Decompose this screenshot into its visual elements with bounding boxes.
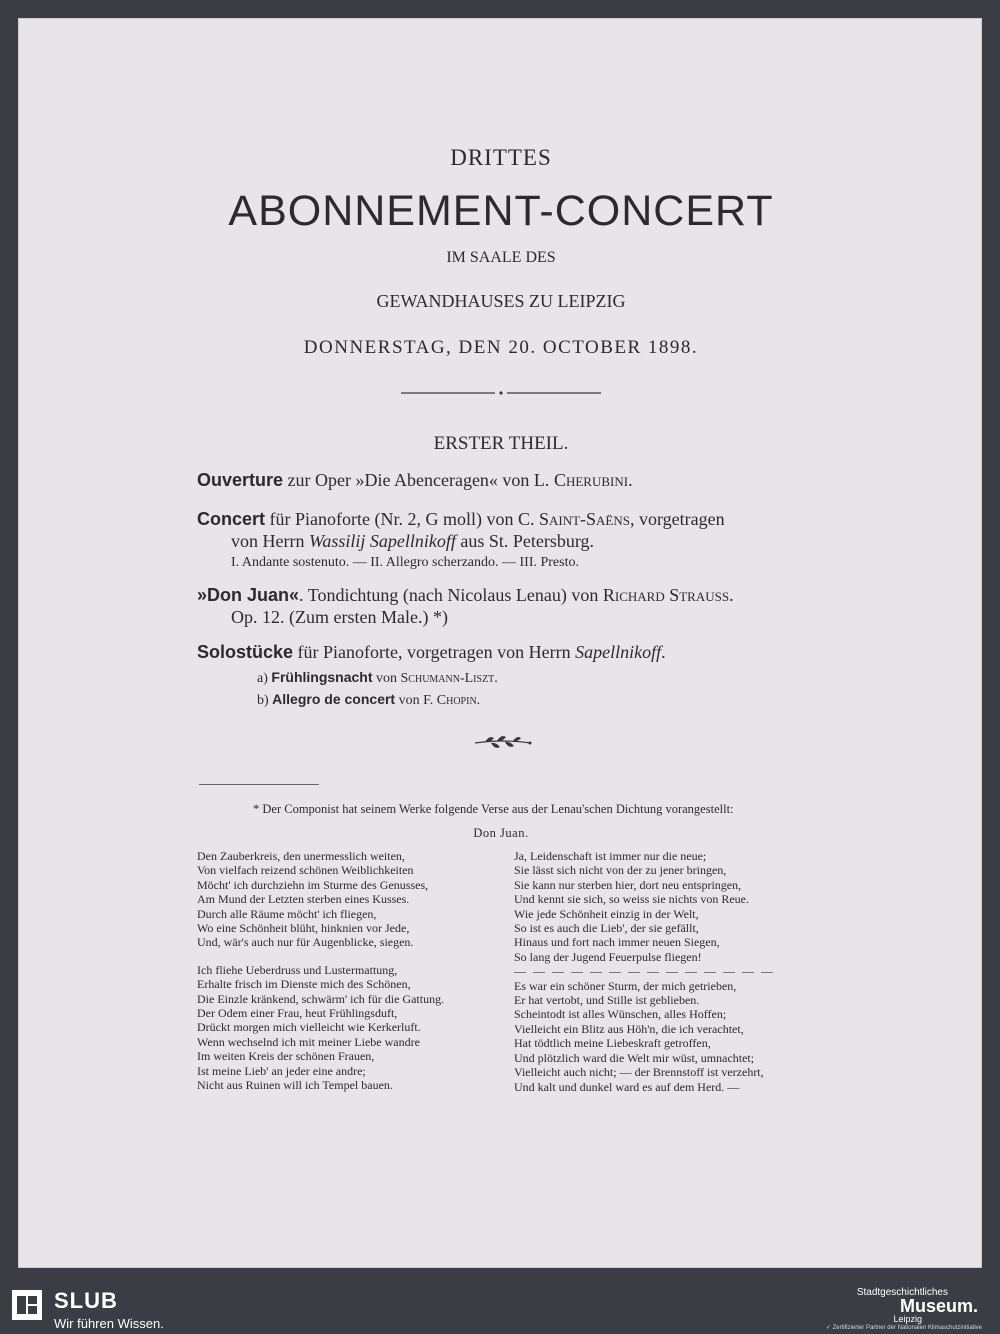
verse-line: So lang der Jugend Feuerpulse fliegen! — [514, 949, 702, 964]
verse-line: Ich fliehe Ueberdruss und Lustermattung, — [197, 962, 398, 977]
item-title: »Don Juan« — [197, 585, 300, 605]
program-item-don-juan: »Don Juan«. Tondichtung (nach Nicolaus Lenau) von Richard Strauss. Op. 12. (Zum ersten Male.) *) — [197, 584, 837, 628]
program-item-concert: Concert für Pianoforte (Nr. 2, G moll) von C. Saint-Saëns, vorgetragen von Herrn Wassilij Sapellnikoff aus St. Petersburg. I. Andante sostenuto. — II. Allegro scherzando. — III. Presto. — [197, 508, 837, 574]
verse-line: Die Einzle kränkend, schwärm' ich für die Gattung. — [197, 991, 445, 1006]
verse-line: Und kalt und dunkel ward es auf dem Herd. — — [514, 1079, 740, 1094]
verse-line: Es war ein schöner Sturm, der mich getrieben, — [514, 978, 737, 993]
poem-column-left — [197, 849, 444, 1106]
verse-line: Erhalte frisch im Dienste mich des Schönen, — [197, 977, 411, 992]
verse-line: Wenn wechselnd ich mit meiner Liebe wandre — [197, 1034, 420, 1049]
verse-line: Hat tödtlich meine Liebeskraft getroffen, — [514, 1036, 711, 1051]
part-heading: ERSTER THEIL. — [433, 433, 569, 454]
program-item-solostuecke: Solostücke für Pianoforte, vorgetragen von Herrn Sapellnikoff. a) Frühlingsnacht von Schumann-Liszt. b) Allegro de concert von F. Chopin. — [197, 641, 837, 711]
program-sheet — [18, 18, 982, 1268]
footnote-rule — [199, 784, 319, 785]
sub-piece-b: b) Allegro de concert von F. Chopin. — [257, 691, 481, 708]
venue-line-1: IM SAALE DES — [446, 249, 556, 266]
item-title: Ouverture — [197, 470, 284, 490]
verse-line: Vielleicht ein Blitz aus Höh'n, die ich verachtet, — [514, 1021, 744, 1036]
composer-name: Cherubini — [553, 470, 629, 490]
slub-name: SLUB — [54, 1288, 118, 1313]
slub-logo-icon — [12, 1290, 42, 1320]
museum-city: Leipzig — [893, 1314, 922, 1324]
museum-name: Museum. — [899, 1296, 978, 1316]
item-detail: Op. 12. (Zum ersten Male.) *) — [231, 607, 448, 627]
title-pre: DRITTES — [450, 145, 552, 170]
stanza — [514, 979, 775, 1094]
verse-line: Durch alle Räume möcht' ich fliegen, — [197, 906, 377, 921]
concert-date: DONNERSTAG, DEN 20. OCTOBER 1898. — [303, 337, 699, 358]
verse-line: Am Mund der Letzten sterben eines Kusses. — [197, 892, 410, 907]
verse-line: Nicht aus Ruinen will ich Tempel bauen. — [197, 1078, 393, 1093]
program-item-ouverture: Ouverture zur Oper »Die Abenceragen« von L. Cherubini. — [197, 470, 633, 490]
verse-line: Ja, Leidenschaft ist immer nur die neue; — [514, 849, 707, 863]
museum-certificate: ✓ Zertifizierter Partner der Nationalen Klimaschutzinitiative — [825, 1325, 982, 1331]
sub-piece-a: a) Frühlingsnacht von Schumann-Liszt. — [257, 669, 498, 686]
footnote-text: * Der Componist hat seinem Werke folgende Verse aus der Lenau'schen Dichtung vorangestellt: — [253, 802, 734, 816]
verse-line: Hinaus und fort nach immer neuen Siegen, — [514, 935, 720, 950]
performer-name: Wassilij Sapellnikoff — [308, 531, 456, 551]
poem-column-right — [514, 849, 775, 1094]
verse-line: Und plötzlich ward die Welt mir wüst, umnachtet; — [514, 1050, 755, 1065]
museum-line-1: Stadtgeschichtliches — [856, 1287, 948, 1298]
verse-line: Im weiten Kreis der schönen Frauen, — [197, 1049, 375, 1064]
dash-separator: — — — — — — — — — — — — — — — [514, 964, 775, 979]
verse-line: Möcht' ich durchziehn im Sturme des Genusses, — [197, 877, 429, 892]
verse-line: Scheintodt ist alles Wünschen, alles Hoffen; — [514, 1007, 727, 1022]
performer-name: Sapellnikoff — [575, 642, 662, 662]
stanza — [197, 963, 444, 1093]
movements: I. Andante sostenuto. — II. Allegro scherzando. — III. Presto. — [231, 555, 579, 570]
poem-title: Don Juan. — [473, 826, 529, 840]
verse-line: Vielleicht auch nicht; — der Brennstoff ist verzehrt, — [514, 1065, 764, 1080]
composer-name: Saint-Saëns — [538, 509, 630, 529]
verse-line: Sie lässt sich nicht von der zu jener bringen, — [514, 863, 727, 878]
page-title: ABONNEMENT-CONCERT — [228, 187, 774, 235]
verse-line: Und kennt sie sich, so weiss sie nichts von Reue. — [514, 892, 749, 907]
verse-line: Er hat vertobt, und Stille ist geblieben. — [514, 993, 700, 1008]
item-title: Solostücke — [197, 642, 294, 662]
stanza — [514, 849, 775, 964]
leaf-ornament-icon — [471, 731, 535, 753]
verse-line: Drückt morgen mich vielleicht wie Kerkerluft. — [197, 1020, 421, 1035]
verse-line: Und, wär's auch nur für Augenblicke, siegen. — [197, 935, 414, 950]
slub-tagline: Wir führen Wissen. — [54, 1316, 164, 1331]
composer-name: Richard Strauss — [602, 585, 730, 605]
verse-line: Den Zauberkreis, den unermesslich weiten, — [197, 849, 405, 863]
verse-line: Sie kann nur sterben hier, dort neu entspringen, — [514, 877, 742, 892]
verse-line: Ist meine Lieb' an jeder eine andre; — [197, 1063, 366, 1078]
venue-line-2: GEWANDHAUSES ZU LEIPZIG — [376, 291, 626, 311]
verse-line: Von vielfach reizend schönen Weiblichkeiten — [197, 863, 414, 878]
divider-rule — [399, 389, 603, 397]
verse-line: Der Odem einer Frau, heut Frühlingsduft, — [197, 1006, 398, 1021]
stanza — [197, 849, 444, 950]
item-title: Concert — [197, 509, 266, 529]
verse-line: Wo eine Schönheit blüht, hinknien vor Jede, — [197, 921, 410, 936]
verse-line: So ist es auch die Lieb', der sie gefällt, — [514, 921, 699, 936]
verse-line: Wie jede Schönheit einzig in der Welt, — [514, 906, 699, 921]
